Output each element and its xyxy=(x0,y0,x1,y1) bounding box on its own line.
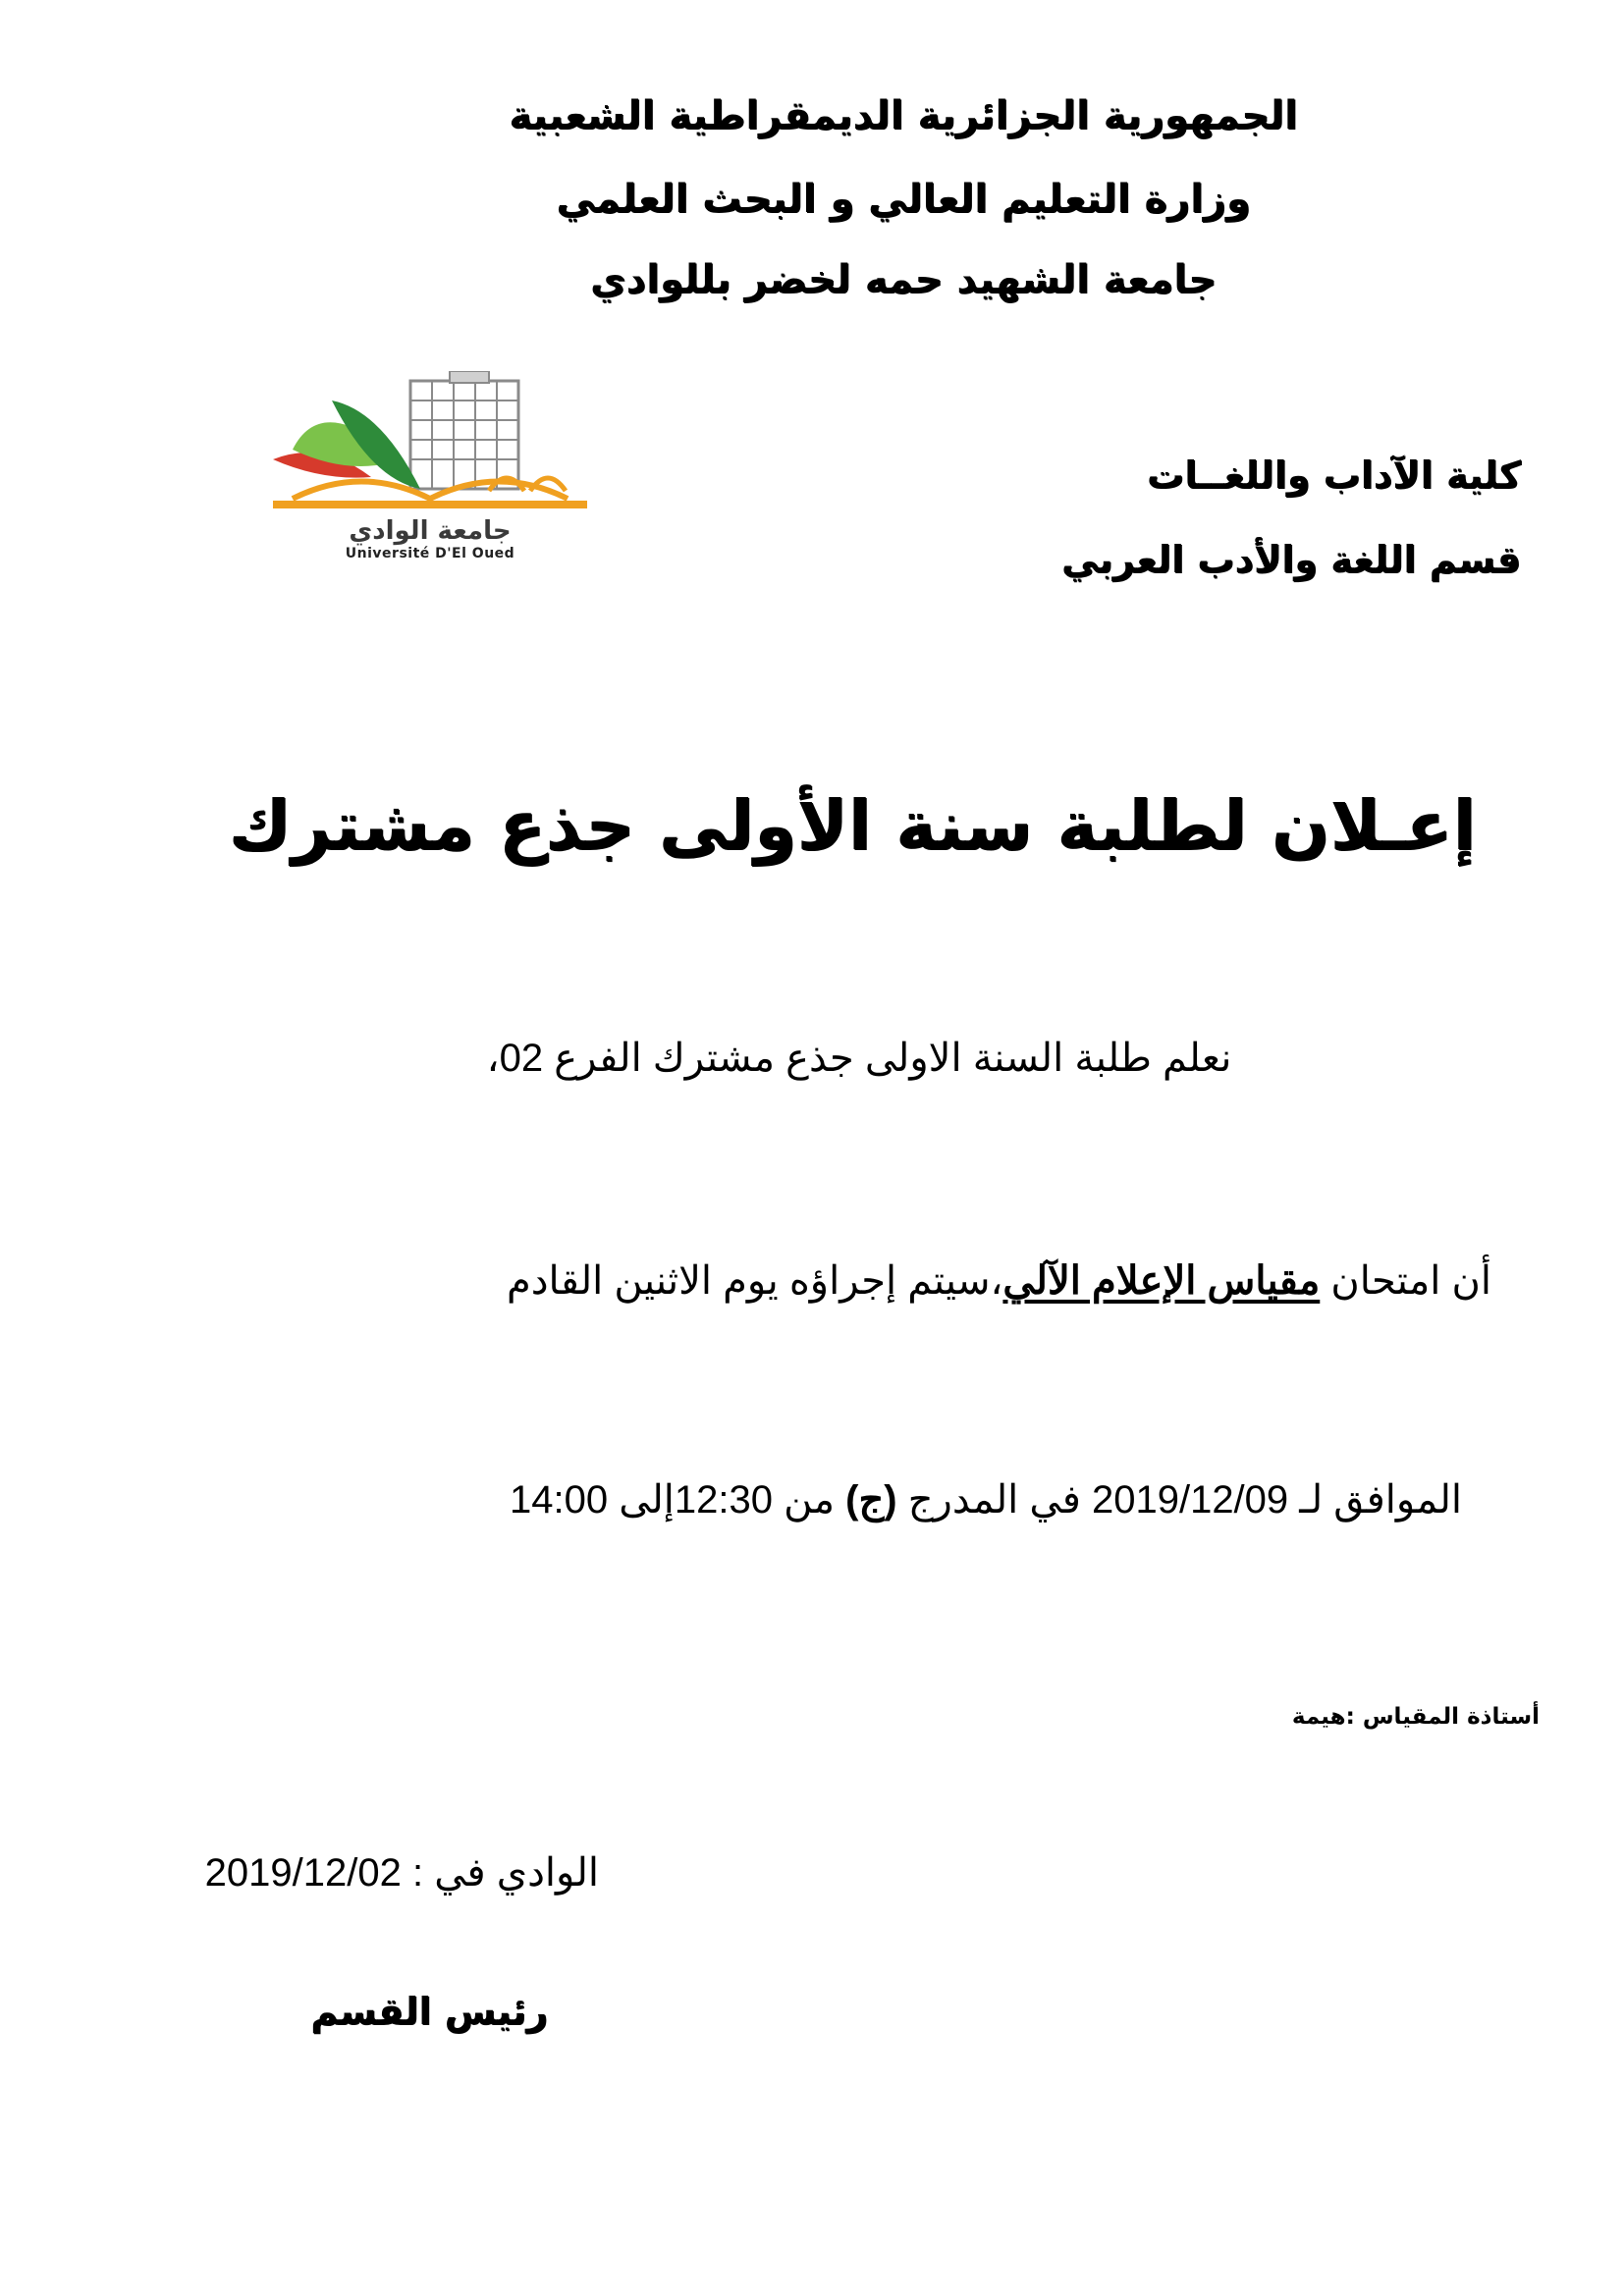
body-line-3 xyxy=(510,1477,1462,1522)
department-name: قسم اللغة والأدب العربي xyxy=(1060,538,1521,581)
body-line-2 xyxy=(507,1258,1491,1304)
header-ministry: وزارة التعليم العالي و البحث العلمي xyxy=(556,177,1251,222)
head-of-department: رئيس القسم xyxy=(310,1990,548,2033)
exam-subject: مقياس الإعلام الآلي xyxy=(1002,1259,1321,1303)
body-line-1: نعلم طلبة السنة الاولى جذع مشترك الفرع 02، xyxy=(486,1037,1232,1080)
teacher-name: أستاذة المقياس :هيمة xyxy=(1291,1704,1540,1730)
university-logo-icon xyxy=(263,371,597,528)
exam-hall: (ج) xyxy=(845,1478,897,1522)
line3-suffix: من 12:30إلى 14:00 xyxy=(510,1478,846,1522)
logo-arabic-text: جامعة الوادي xyxy=(349,516,512,546)
line3-prefix: الموافق لـ 2019/12/09 في المدرج xyxy=(896,1478,1462,1522)
line2-prefix: أن امتحان xyxy=(1320,1259,1491,1303)
university-logo xyxy=(263,371,597,567)
logo-latin-text: Université D'El Oued xyxy=(345,546,515,561)
line2-suffix: ،سيتم إجراؤه يوم الاثنين القادم xyxy=(506,1259,1003,1303)
announcement-title: إعـلان لطلبة سنة الأولى جذع مشترك xyxy=(228,785,1477,866)
header-republic: الجمهورية الجزائرية الديمقراطية الشعبية xyxy=(509,93,1298,138)
place-date: الوادي في : 2019/12/02 xyxy=(204,1851,599,1895)
header-university: جامعة الشهيد حمه لخضر بللوادي xyxy=(589,257,1218,302)
faculty-name: كلية الآداب واللغــات xyxy=(1147,454,1521,497)
